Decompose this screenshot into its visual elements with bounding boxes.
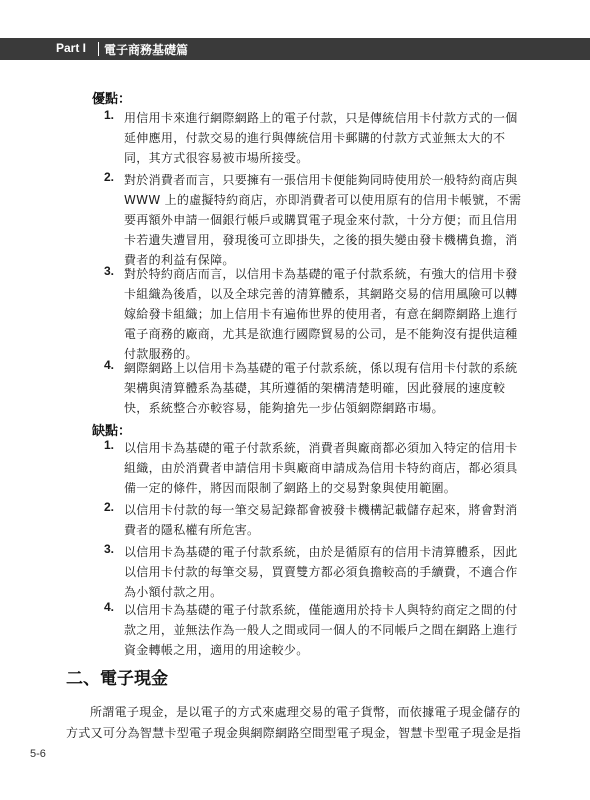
- body-paragraph: 所謂電子現金，是以電子的方式來處理交易的電子貨幣，而依據電子現金儲存的方式又可分為智慧卡型電子現金與網際網路空間型電子現金，智慧卡型電子現金是指: [66, 705, 522, 740]
- part-title: 電子商務基礎篇: [104, 43, 189, 57]
- pros-item-3: [104, 264, 524, 364]
- part-label: Part I: [56, 41, 87, 55]
- cons-item-2: [104, 500, 524, 540]
- header-separator: [98, 42, 99, 56]
- page-number: 5-6: [30, 748, 46, 760]
- item-text: 對於特約商店而言，以信用卡為基礎的電子付款系統，有強大的信用卡發卡組織為後盾，以及全球完善的清算體系，其網路交易的信用風險可以轉嫁給發卡組織；加上信用卡有遍佈世界的使用者，有意在網際網路上進行電子商務的廠商，尤其是欲進行國際貿易的公司，是不能夠沒有提供這種付款服務的。: [124, 267, 518, 361]
- item-number: 3.: [104, 542, 115, 556]
- item-number: 2.: [104, 170, 115, 184]
- item-number: 1.: [104, 108, 115, 122]
- item-text: 用信用卡來進行網際網路上的電子付款，只是傳統信用卡付款方式的一個延伸應用，付款交易的進行與傳統信用卡郵購的付款方式並無太大的不同，其方式很容易被市場所接受。: [124, 111, 518, 165]
- item-text: 網際網路上以信用卡為基礎的電子付款系統，係以現有信用卡付款的系統架構與清算體系為基礎，其所遵循的架構清楚明確，因此發展的速度較快，系統整合亦較容易，能夠搶先一步佔領網際網路市場。: [124, 361, 518, 415]
- section-title: 二、電子現金: [66, 669, 168, 689]
- pros-item-2: [104, 170, 524, 270]
- cons-heading: 缺點：: [92, 424, 132, 439]
- pros-heading: 優點：: [92, 92, 132, 107]
- item-text: 以信用卡付款的每一筆交易記錄都會被發卡機構記載儲存起來，將會對消費者的隱私權有所危害。: [124, 503, 518, 537]
- item-number: 1.: [104, 438, 115, 452]
- cons-item-4: [104, 600, 524, 660]
- pros-item-1: [104, 108, 524, 168]
- item-number: 4.: [104, 358, 115, 372]
- item-number: 4.: [104, 600, 115, 614]
- item-number: 2.: [104, 500, 115, 514]
- cons-item-1: [104, 438, 524, 498]
- cons-item-3: [104, 542, 524, 602]
- item-text: 以信用卡為基礎的電子付款系統，由於是循原有的信用卡清算體系，因此以信用卡付款的每筆交易，買賣雙方都必須負擔較高的手續費，不適合作為小額付款之用。: [124, 545, 518, 599]
- pros-item-4: [104, 358, 524, 418]
- item-text: 以信用卡為基礎的電子付款系統，消費者與廠商都必須加入特定的信用卡組織，由於消費者申請信用卡與廠商申請成為信用卡特約商店，都必須具備一定的條件，將因而限制了網路上的交易對象與使用範圍。: [124, 441, 518, 495]
- item-number: 3.: [104, 264, 115, 278]
- item-text: 以信用卡為基礎的電子付款系統，僅能適用於持卡人與特約商定之間的付款之用，並無法作為一般人之間或同一個人的不同帳戶之間在網路上進行資金轉帳之用，適用的用途較少。: [124, 603, 518, 657]
- item-text: 對於消費者而言，只要擁有一張信用卡便能夠同時使用於一般特約商店與 WWW 上的虛擬特約商店，亦即消費者可以使用原有的信用卡帳號，不需要再額外申請一個銀行帳戶或購買電子現金來付款，十分方便；而且信用卡若遺失遭冒用，發現後可立即掛失，之後的損失變由發卡機構負擔，消費者的利益有保障。: [124, 173, 522, 267]
- chapter-header-band: [0, 38, 590, 60]
